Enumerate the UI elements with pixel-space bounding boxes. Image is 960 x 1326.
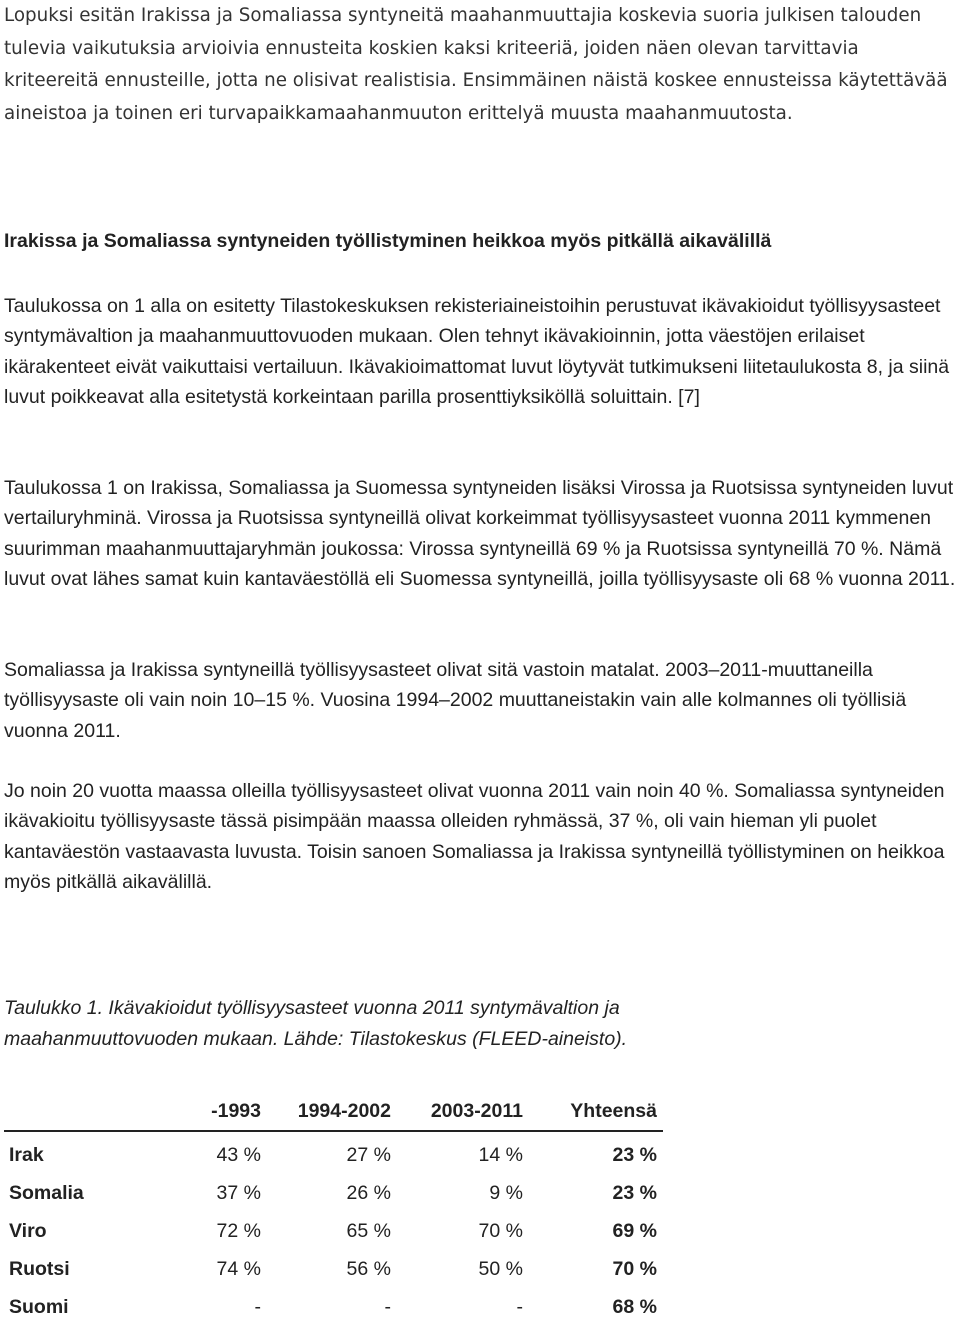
row-label: Viro [9, 1219, 47, 1242]
table-cell: - [254, 1295, 261, 1318]
table-cell: 74 % [216, 1257, 261, 1280]
intro-paragraph: Lopuksi esitän Irakissa ja Somaliassa syntyneitä maahanmuuttajia koskevia suoria julkisen talouden tulevia vaikutuksia arvioivia ennusteita koskien kaksi kriteeriä, joiden näen olevan tarvittavia kriteereitä ennusteille, jotta ne olisivat realistisia. Ensimmäinen näistä koskee ennusteissa käytettävää aineistoa ja toinen eri turvapaikkamaahanmuuton erittelyä muusta maahanmuutosta. [4, 5, 948, 124]
table-cell: 72 % [216, 1219, 261, 1242]
body-paragraph-1: Taulukossa on 1 alla on esitetty Tilastokeskuksen rekisteriaineistoihin perustuvat ikävakioidut työllisyysasteet syntymävaltion ja maahanmuuttovuoden mukaan. Olen tehnyt ikävakioinnin, jotta väestöjen erilaiset ikärakenteet eivät vaikuttaisi vertailuun. Ikävakioimattomat luvut löytyvät tutkimukseni liitetaulukosta 8, ja siinä luvut poikkeavat alla esitetystä korkeintaan parilla prosenttiyksiköllä soluittain. [7] [4, 295, 950, 408]
header-col-total: Yhteensä [523, 1093, 663, 1131]
table-cell: 14 % [478, 1143, 523, 1166]
table-cell: 27 % [346, 1143, 391, 1166]
body-paragraph-2: Taulukossa 1 on Irakissa, Somaliassa ja Suomessa syntyneiden lisäksi Virossa ja Ruotsissa syntyneiden luvut vertailuryhminä. Virossa ja Ruotsissa syntyneillä olivat korkeimmat työllisyysasteet vuonna 2011 kymmenen suurimman maahanmuuttajaryhmän joukossa: Virossa syntyneillä 69 % ja Ruotsissa syntyneillä 70 %. Nämä luvut ovat lähes samat kuin kantaväestöllä eli Suomessa syntyneillä, joilla työllisyysaste oli 68 % vuonna 2011. [4, 477, 956, 590]
employment-rate-table [4, 1093, 663, 1326]
table-cell: 37 % [216, 1181, 261, 1204]
header-col-1993: -1993 [177, 1093, 261, 1131]
table-cell: 43 % [216, 1143, 261, 1166]
body-paragraph-4: Jo noin 20 vuotta maassa olleilla työllisyysasteet olivat vuonna 2011 vain noin 40 %. Somaliassa syntyneiden ikävakioitu työllisyysaste tässä pisimpään maassa olleiden ryhmässä, 37 %, oli vain hieman yli puolet kantaväestön vastaavasta luvusta. Toisin sanoen Somaliassa ja Irakissa syntyneillä työllistyminen on heikkoa myös pitkällä aikavälillä. [4, 780, 945, 893]
row-label: Irak [9, 1143, 44, 1166]
table-cell: 70 % [478, 1219, 523, 1242]
table-cell: 65 % [346, 1219, 391, 1242]
table-row [4, 1174, 663, 1212]
table-cell: 50 % [478, 1257, 523, 1280]
table-cell: 56 % [346, 1257, 391, 1280]
section-heading: Irakissa ja Somaliassa syntyneiden työllistyminen heikkoa myös pitkällä aikavälillä [4, 230, 772, 252]
table-cell-total: 69 % [612, 1219, 657, 1242]
row-label: Suomi [9, 1295, 69, 1318]
row-label: Somalia [9, 1181, 84, 1204]
header-col-2003-2011: 2003-2011 [391, 1093, 523, 1131]
table-cell-total: 23 % [612, 1181, 657, 1204]
table-header-row [4, 1093, 663, 1131]
row-label: Ruotsi [9, 1257, 70, 1280]
table-row [4, 1212, 663, 1250]
header-corner [4, 1093, 177, 1131]
table-cell-total: 68 % [612, 1295, 657, 1318]
table-cell: 26 % [346, 1181, 391, 1204]
table-cell-total: 23 % [612, 1143, 657, 1166]
table-cell: 9 % [489, 1181, 523, 1204]
table-cell: - [384, 1295, 391, 1318]
header-col-1994-2002: 1994-2002 [261, 1093, 391, 1131]
table-row [4, 1131, 663, 1174]
table-row [4, 1288, 663, 1326]
table-row [4, 1250, 663, 1288]
table-cell: - [516, 1295, 523, 1318]
body-paragraph-3: Somaliassa ja Irakissa syntyneillä työllisyysasteet olivat sitä vastoin matalat. 2003–2011-muuttaneilla työllisyysaste oli vain noin 10–15 %. Vuosina 1994–2002 muuttaneistakin vain alle kolmannes oli työllisiä vuonna 2011. [4, 659, 907, 742]
table-caption: Taulukko 1. Ikävakioidut työllisyysasteet vuonna 2011 syntymävaltion ja maahanmuuttovuoden mukaan. Lähde: Tilastokeskus (FLEED-aineisto). [4, 997, 628, 1050]
table-cell-total: 70 % [612, 1257, 657, 1280]
